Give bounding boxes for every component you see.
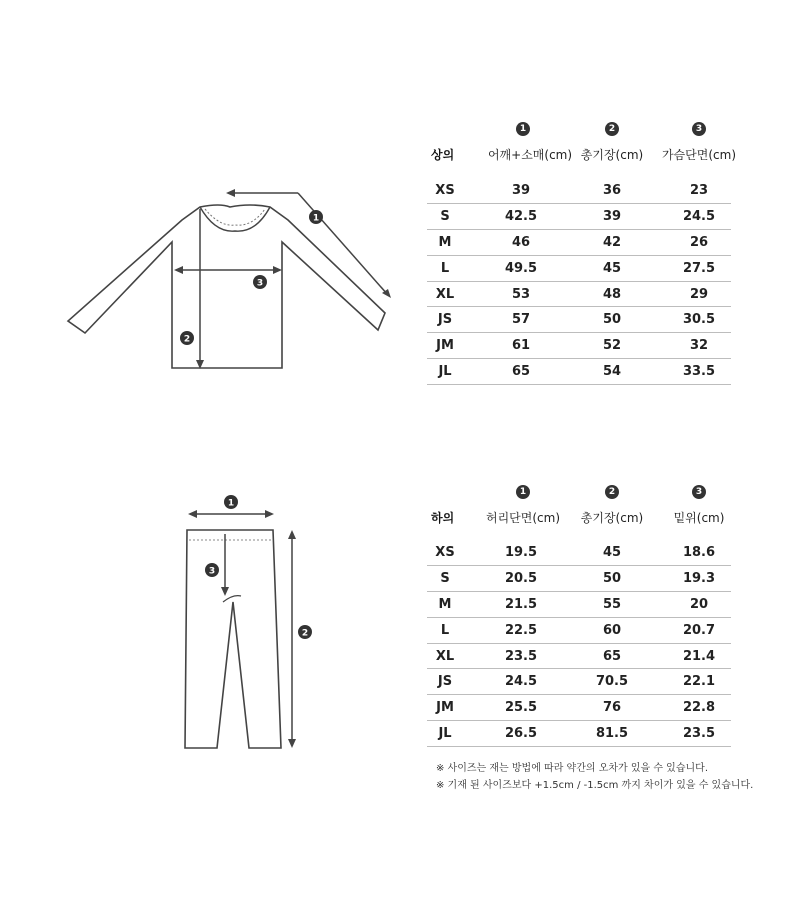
table-row <box>427 644 731 670</box>
value-cell: 22.8 <box>682 700 716 716</box>
value-cell: 50 <box>602 570 622 586</box>
value-cell: 39 <box>602 208 622 224</box>
svg-text:3: 3 <box>256 278 264 289</box>
size-label: L <box>440 622 450 638</box>
table-row <box>427 230 731 256</box>
table-row <box>427 695 731 721</box>
measurement-notes <box>436 760 753 794</box>
svg-text:3: 3 <box>208 566 216 577</box>
bottom-section-label: 하의 <box>431 511 455 525</box>
value-cell: 81.5 <box>595 726 629 742</box>
table-row <box>427 359 731 385</box>
value-cell: 29 <box>689 286 709 302</box>
svg-text:2: 2 <box>183 334 191 345</box>
value-cell: 55 <box>602 596 622 612</box>
size-label: M <box>438 234 452 250</box>
value-cell: 20.5 <box>504 570 538 586</box>
value-cell: 22.1 <box>682 674 716 690</box>
value-cell: 50 <box>602 312 622 328</box>
value-cell: 19.5 <box>504 545 538 560</box>
value-cell: 36 <box>602 183 622 198</box>
bottom-col-2-number: 2 <box>605 485 619 499</box>
size-label: M <box>438 596 452 612</box>
value-cell: 42 <box>602 234 622 250</box>
note-size-tolerance: ※ 기재 된 사이즈보다 +1.5cm / -1.5cm 까지 차이가 있을 수 있습니다. <box>436 780 754 791</box>
size-label: S <box>440 208 450 224</box>
value-cell: 39 <box>511 183 531 198</box>
value-cell: 30.5 <box>682 312 716 328</box>
top-col-1-label: 어깨+소매(cm) <box>487 148 573 162</box>
size-label: JS <box>437 312 453 328</box>
value-cell: 27.5 <box>682 260 716 276</box>
bottom-size-table <box>427 485 731 755</box>
value-cell: 32 <box>689 338 709 354</box>
value-cell: 33.5 <box>682 364 716 380</box>
value-cell: 24.5 <box>504 674 538 690</box>
value-cell: 45 <box>602 545 622 560</box>
bottom-col-3-label: 밑위(cm) <box>673 511 725 525</box>
bottom-column-numbers <box>427 485 731 505</box>
size-label: XS <box>435 545 455 560</box>
bottom-marker-3 <box>205 563 219 577</box>
table-row <box>427 592 731 618</box>
top-marker-3 <box>253 275 267 289</box>
bottom-col-2-label: 총기장(cm) <box>580 511 644 525</box>
size-label: XL <box>435 648 455 664</box>
value-cell: 23.5 <box>682 726 716 742</box>
bottom-col-1-number: 1 <box>516 485 530 499</box>
table-row <box>427 566 731 592</box>
top-size-table <box>427 122 737 392</box>
table-row <box>427 178 731 204</box>
value-cell: 53 <box>511 286 531 302</box>
size-label: XS <box>435 183 455 198</box>
table-row <box>427 721 731 747</box>
size-label: S <box>440 570 450 586</box>
table-row <box>427 618 731 644</box>
value-cell: 65 <box>602 648 622 664</box>
bottom-marker-2 <box>298 625 312 639</box>
size-label: JM <box>436 700 454 716</box>
top-col-1-number: 1 <box>516 122 530 136</box>
table-row <box>427 307 731 333</box>
value-cell: 25.5 <box>504 700 538 716</box>
bottom-marker-1 <box>224 495 238 509</box>
table-row <box>427 540 731 566</box>
value-cell: 23.5 <box>504 648 538 664</box>
table-row <box>427 333 731 359</box>
value-cell: 26 <box>689 234 709 250</box>
top-size-rows <box>427 178 731 385</box>
value-cell: 70.5 <box>595 674 629 690</box>
table-row <box>427 256 731 282</box>
value-cell: 46 <box>511 234 531 250</box>
value-cell: 42.5 <box>504 208 538 224</box>
top-column-numbers <box>427 122 731 142</box>
value-cell: 48 <box>602 286 622 302</box>
value-cell: 54 <box>602 364 622 380</box>
top-col-3-label: 가슴단면(cm) <box>661 148 737 162</box>
bottom-col-1-label: 허리단면(cm) <box>485 511 561 525</box>
value-cell: 20.7 <box>682 622 716 638</box>
value-cell: 26.5 <box>504 726 538 742</box>
table-row <box>427 669 731 695</box>
svg-text:1: 1 <box>227 498 235 509</box>
svg-text:1: 1 <box>312 213 320 224</box>
value-cell: 18.6 <box>682 545 716 560</box>
bottom-col-3-number: 3 <box>692 485 706 499</box>
value-cell: 52 <box>602 338 622 354</box>
top-col-2-label: 총기장(cm) <box>580 148 644 162</box>
value-cell: 60 <box>602 622 622 638</box>
value-cell: 49.5 <box>504 260 538 276</box>
value-cell: 21.4 <box>682 648 716 664</box>
size-label: XL <box>435 286 455 302</box>
top-col-2-number: 2 <box>605 122 619 136</box>
top-garment-diagram <box>60 185 400 380</box>
bottom-column-labels <box>427 509 731 529</box>
value-cell: 21.5 <box>504 596 538 612</box>
top-column-labels <box>427 146 737 166</box>
svg-text:2: 2 <box>301 628 309 639</box>
value-cell: 22.5 <box>504 622 538 638</box>
table-row <box>427 204 731 230</box>
top-section-label: 상의 <box>431 148 455 162</box>
value-cell: 24.5 <box>682 208 716 224</box>
value-cell: 19.3 <box>682 570 716 586</box>
size-label: L <box>440 260 450 276</box>
value-cell: 45 <box>602 260 622 276</box>
size-label: JM <box>436 338 454 354</box>
value-cell: 65 <box>511 364 531 380</box>
table-row <box>427 282 731 308</box>
top-col-3-number: 3 <box>692 122 706 136</box>
note-measurement-error: ※ 사이즈는 재는 방법에 따라 약간의 오차가 있을 수 있습니다. <box>436 763 709 774</box>
size-label: JS <box>437 674 453 690</box>
value-cell: 57 <box>511 312 531 328</box>
value-cell: 23 <box>689 183 709 198</box>
value-cell: 61 <box>511 338 531 354</box>
value-cell: 20 <box>689 596 709 612</box>
top-marker-1 <box>309 210 323 224</box>
size-label: JL <box>438 364 452 380</box>
value-cell: 76 <box>602 700 622 716</box>
size-label: JL <box>438 726 452 742</box>
top-marker-2 <box>180 331 194 345</box>
bottom-size-rows <box>427 540 731 747</box>
bottom-garment-diagram <box>175 490 325 760</box>
